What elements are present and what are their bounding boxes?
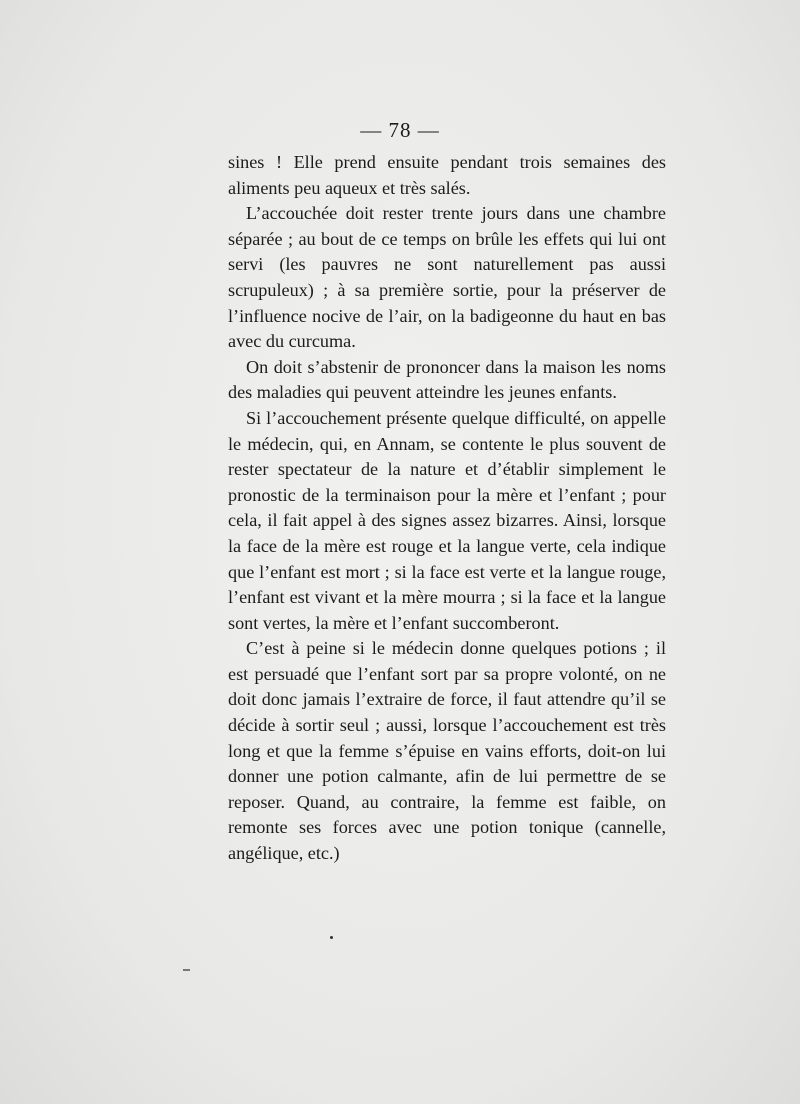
- body-text: [228, 150, 666, 867]
- paragraph: C’est à peine si le médecin donne quelques potions ; il est persuadé que l’enfant sort par sa propre volonté, on ne doit donc jamais l’extraire de force, il faut attendre qu’il se décide à sortir seul ; aussi, lorsque l’accouchement est très long et que la femme s’épuise en vains efforts, doit-on lui donner une potion calmante, afin de lui permettre de se reposer. Quand, au contraire, la femme est faible, on remonte ses forces avec une potion tonique (cannelle, angélique, etc.): [228, 638, 666, 864]
- paragraph: Si l’accouchement présente quelque difficulté, on appelle le médecin, qui, en Annam, se contente le plus souvent de rester spectateur de la nature et d’établir simplement le pronostic de la terminaison pour la mère et l’enfant ; pour cela, il fait appel à des signes assez bizarres. Ainsi, lorsque la face de la mère est rouge et la langue verte, cela indique que l’enfant est mort ; si la face est verte et la langue rouge, l’enfant est vivant et la mère mourra ; si la face et la langue sont vertes, la mère et l’enfant succomberont.: [228, 407, 666, 633]
- paragraph: L’accouchée doit rester trente jours dans une chambre séparée ; au bout de ce temps on brûle les effets qui lui ont servi (les pauvres ne sont naturellement pas aussi scrupuleux) ; à sa première sortie, pour la préserver de l’influence nocive de l’air, on la badigeonne du haut en bas avec du curcuma.: [228, 203, 666, 352]
- ink-mark: [183, 969, 190, 971]
- page-number: — 78 —: [360, 118, 440, 142]
- paragraph: sines ! Elle prend ensuite pendant trois semaines des aliments peu aqueux et très salés.: [228, 152, 666, 198]
- paragraph: On doit s’abstenir de prononcer dans la maison les noms des maladies qui peuvent atteindre les jeunes enfants.: [228, 356, 666, 403]
- ink-speck: [330, 936, 333, 939]
